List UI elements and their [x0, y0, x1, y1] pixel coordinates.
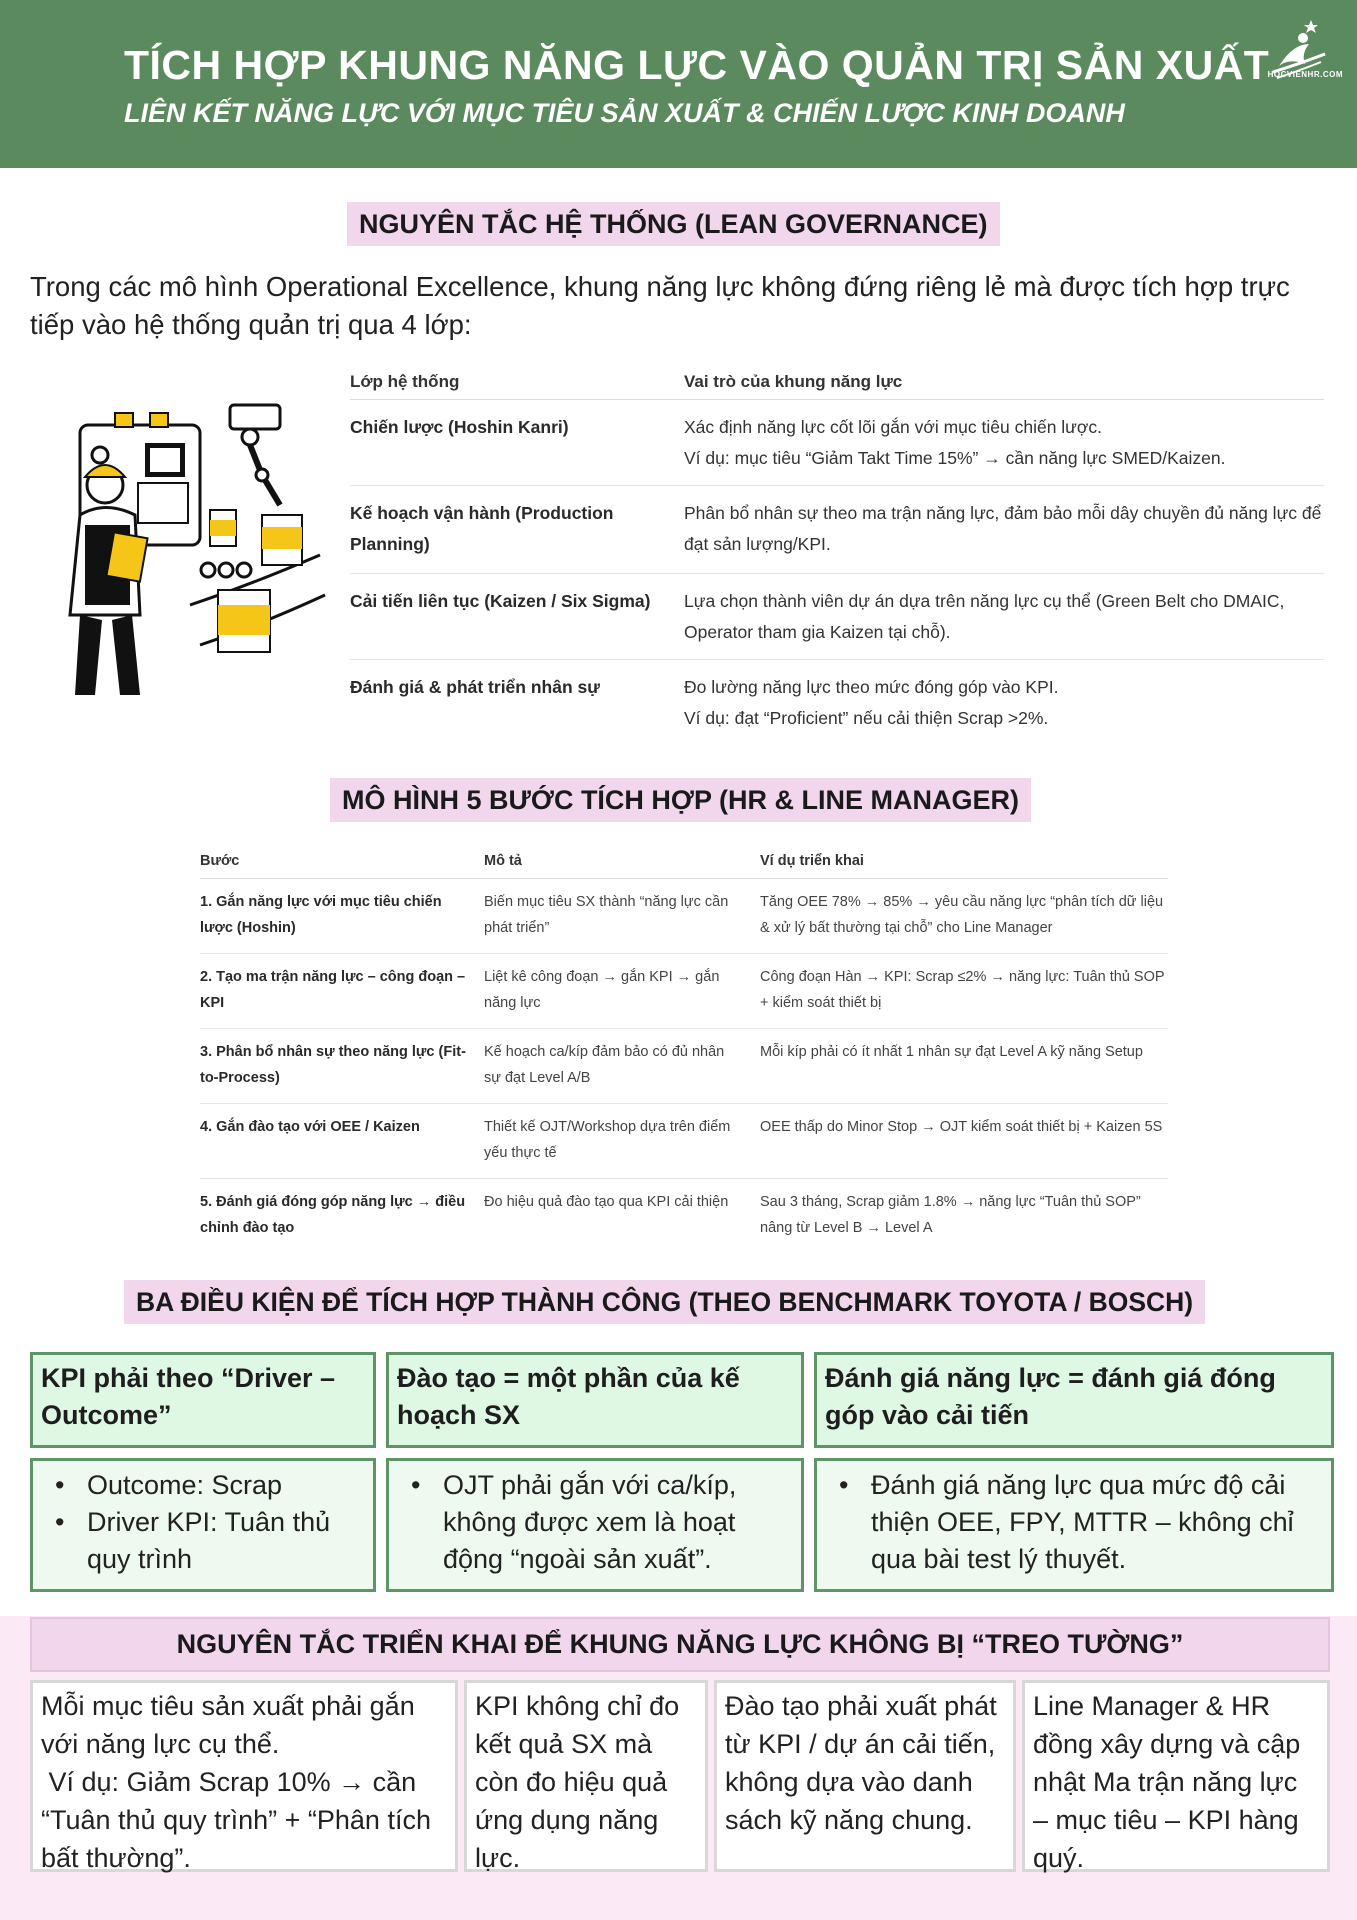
condition-heading-kpi: KPI phải theo “Driver – Outcome”	[30, 1352, 376, 1448]
list-item: • Đánh giá năng lực qua mức độ cải thiện OEE, FPY, MTTR – không chỉ qua bài test lý thuyết.	[825, 1467, 1323, 1578]
page-subtitle: LIÊN KẾT NĂNG LỰC VỚI MỤC TIÊU SẢN XUẤT & CHIẾN LƯỢC KINH DOANH	[124, 98, 1125, 128]
principle-box	[464, 1680, 708, 1872]
table-row	[200, 954, 1168, 1029]
table-row	[200, 1029, 1168, 1104]
role-cell	[684, 586, 1324, 659]
section-principles-title: NGUYÊN TẮC TRIỂN KHAI ĐỂ KHUNG NĂNG LỰC KHÔNG BỊ “TREO TƯỜNG”	[30, 1617, 1330, 1672]
role-cell	[684, 498, 1324, 573]
step-cell: 1. Gắn năng lực với mục tiêu chiến lược (Hoshin)	[200, 894, 442, 936]
layer-cell: Đánh giá & phát triển nhân sự	[350, 677, 600, 697]
role-text: Đo lường năng lực theo mức đóng góp vào KPI.	[684, 677, 1059, 697]
example-cell: Công đoạn Hàn → KPI: Scrap ≤2% → năng lực: Tuân thủ SOP + kiểm soát thiết bị	[760, 969, 1165, 1011]
principle-example: Ví dụ: Giảm Scrap 10% → cần “Tuân thủ quy trình” + “Phân tích bất thường”.	[41, 1767, 439, 1873]
example-cell: OEE thấp do Minor Stop → OJT kiểm soát thiết bị + Kaizen 5S	[760, 1119, 1163, 1135]
table-header	[200, 843, 1168, 879]
layer-cell: Kế hoạch vận hành (Production Planning)	[350, 503, 614, 554]
list-item: • Outcome: Scrap	[41, 1467, 365, 1504]
list-item: • OJT phải gắn với ca/kíp, không được xem là hoạt động “ngoài sản xuất”.	[397, 1467, 793, 1578]
role-cell	[684, 672, 1324, 750]
role-text: Xác định năng lực cốt lõi gắn với mục tiêu chiến lược.	[684, 417, 1102, 437]
step-cell: 4. Gắn đào tạo với OEE / Kaizen	[200, 1119, 420, 1135]
logo-text: HOCVIENHR.COM	[1267, 70, 1343, 79]
example-cell: Mỗi kíp phải có ít nhất 1 nhân sự đạt Level A kỹ năng Setup	[760, 1044, 1143, 1060]
factory-worker-illustration-icon	[40, 395, 330, 715]
header-role: Vai trò của khung năng lực	[684, 371, 903, 391]
layer-cell: Chiến lược (Hoshin Kanri)	[350, 417, 569, 437]
header-example: Ví dụ triển khai	[760, 852, 864, 869]
desc-cell: Liệt kê công đoạn → gắn KPI → gắn năng lực	[484, 969, 720, 1011]
header-step: Bước	[200, 852, 240, 869]
principle-text: Line Manager & HR đồng xây dựng và cập nhật Ma trận năng lực – mục tiêu – KPI hàng quý.	[1033, 1691, 1301, 1873]
principle-box	[714, 1680, 1016, 1872]
desc-cell: Thiết kế OJT/Workshop dựa trên điểm yếu thực tế	[484, 1119, 731, 1161]
role-example: Ví dụ: mục tiêu “Giảm Takt Time 15%” → cần năng lực SMED/Kaizen.	[684, 448, 1226, 468]
step-cell: 3. Phân bổ nhân sự theo năng lực (Fit-to-Process)	[200, 1044, 466, 1086]
table-row	[350, 574, 1324, 660]
role-cell	[684, 412, 1324, 485]
step-cell: 5. Đánh giá đóng góp năng lực → điều chỉnh đào tạo	[200, 1194, 466, 1236]
table-row	[200, 1179, 1168, 1254]
table-row	[200, 879, 1168, 954]
role-text: Lựa chọn thành viên dự án dựa trên năng lực cụ thể (Green Belt cho DMAIC, Operator tham gia Kaizen tại chỗ).	[684, 591, 1285, 642]
desc-cell: Kế hoạch ca/kíp đảm bảo có đủ nhân sự đạt Level A/B	[484, 1044, 725, 1086]
condition-body-training	[386, 1458, 804, 1592]
section-five-steps-title: MÔ HÌNH 5 BƯỚC TÍCH HỢP (HR & LINE MANAGER)	[330, 778, 1031, 822]
condition-body-assessment	[814, 1458, 1334, 1592]
page-header	[0, 0, 1357, 168]
header-layer: Lớp hệ thống	[350, 371, 460, 391]
section-lean-governance-title: NGUYÊN TẮC HỆ THỐNG (LEAN GOVERNANCE)	[347, 202, 1000, 246]
principle-box	[30, 1680, 458, 1872]
page-title: TÍCH HỢP KHUNG NĂNG LỰC VÀO QUẢN TRỊ SẢN XUẤT	[124, 42, 1270, 88]
role-example: Ví dụ: đạt “Proficient” nếu cải thiện Scrap >2%.	[684, 708, 1049, 728]
role-text: Phân bổ nhân sự theo ma trận năng lực, đảm bảo mỗi dây chuyền đủ năng lực để đạt sản lượng/KPI.	[684, 503, 1322, 554]
layer-cell: Cải tiến liên tục (Kaizen / Six Sigma)	[350, 591, 651, 611]
intro-paragraph: Trong các mô hình Operational Excellence, khung năng lực không đứng riêng lẻ mà được tích hợp trực tiếp vào hệ thống quản trị qua 4 lớp:	[30, 271, 1290, 340]
table-row	[350, 486, 1324, 574]
table-row	[200, 1104, 1168, 1179]
table-row	[350, 400, 1324, 486]
table-row	[350, 660, 1324, 750]
example-cell: Tăng OEE 78% → 85% → yêu cầu năng lực “phân tích dữ liệu & xử lý bất thường tại chỗ” cho Line Manager	[760, 894, 1164, 936]
principle-text: KPI không chỉ đo kết quả SX mà còn đo hiệu quả ứng dụng năng lực.	[475, 1691, 680, 1873]
lean-governance-table	[350, 364, 1324, 750]
header-desc: Mô tả	[484, 852, 522, 869]
condition-heading-training: Đào tạo = một phần của kế hoạch SX	[386, 1352, 804, 1448]
principle-box	[1022, 1680, 1330, 1872]
condition-body-kpi	[30, 1458, 376, 1592]
desc-cell: Biến mục tiêu SX thành “năng lực cần phát triển”	[484, 894, 729, 936]
table-header	[350, 364, 1324, 400]
section-three-conditions-title: BA ĐIỀU KIỆN ĐỂ TÍCH HỢP THÀNH CÔNG (THEO BENCHMARK TOYOTA / BOSCH)	[124, 1280, 1205, 1324]
step-cell: 2. Tạo ma trận năng lực – công đoạn – KPI	[200, 969, 466, 1011]
principle-text: Đào tạo phải xuất phát từ KPI / dự án cải tiến, không dựa vào danh sách kỹ năng chung.	[725, 1691, 997, 1835]
example-cell: Sau 3 tháng, Scrap giảm 1.8% → năng lực “Tuân thủ SOP” nâng từ Level B → Level A	[760, 1194, 1141, 1236]
list-item: • Driver KPI: Tuân thủ quy trình	[41, 1504, 365, 1578]
condition-heading-assessment: Đánh giá năng lực = đánh giá đóng góp vào cải tiến	[814, 1352, 1334, 1448]
five-steps-table	[200, 843, 1168, 1254]
desc-cell: Đo hiệu quả đào tạo qua KPI cải thiện	[484, 1194, 729, 1210]
principle-text: Mỗi mục tiêu sản xuất phải gắn với năng lực cụ thể.	[41, 1691, 415, 1759]
